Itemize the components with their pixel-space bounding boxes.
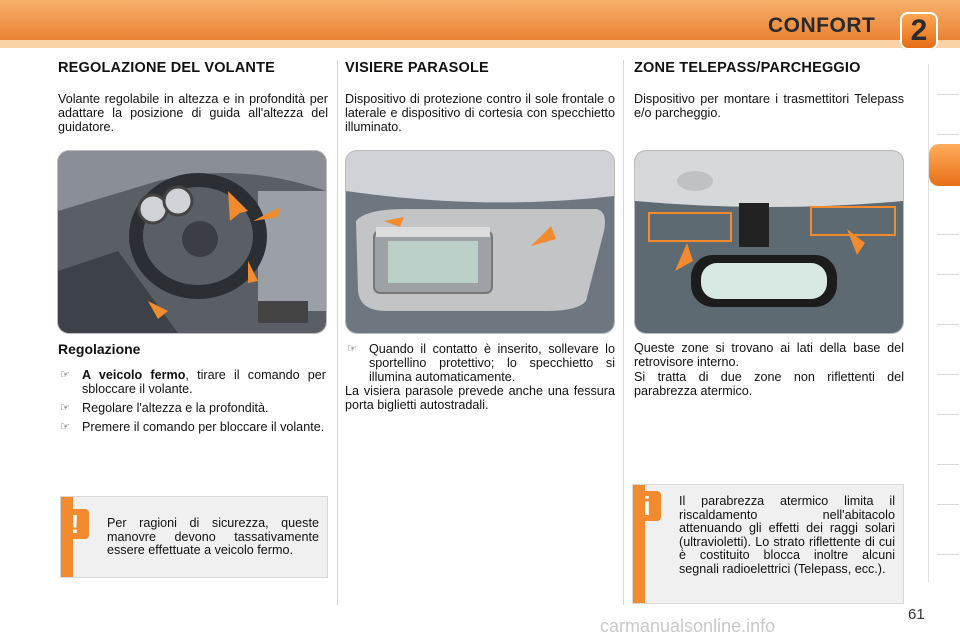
watermark: carmanualsonline.info [600,616,776,636]
telepass-location-text: Queste zone si trovano ai lati della base del retrovisore interno. [634,341,904,369]
column-steering-wheel [58,60,328,134]
header-band [0,40,960,48]
subheading-adjustment: Regolazione [58,341,141,357]
step-1 [58,368,326,396]
column-divider [337,60,338,605]
warning-text: Per ragioni di sicurezza, queste manovre devono tassativamente essere effettuate a veicolo fermo. [107,516,319,558]
chapter-tab[interactable] [937,374,959,375]
adjustment-steps [58,368,326,439]
step-1-bold: A veicolo fermo [82,368,186,382]
heading-telepass: ZONE TELEPASS/PARCHEGGIO [634,60,861,76]
telepass-zones-illustration [635,151,903,333]
step-1-text: , tirare il comando per sbloccare il volante. [82,368,326,396]
section-title: CONFORT [768,14,876,37]
step-2 [58,401,326,415]
page-number: 61 [908,606,925,623]
chapter-tab[interactable] [937,94,959,95]
step-3 [58,420,326,434]
pointing-hand-icon: ☞ [60,369,70,381]
chapter-tab[interactable] [937,274,959,275]
chapter-tab[interactable] [937,554,959,555]
chapter-tab[interactable] [937,234,959,235]
pointing-hand-icon: ☞ [60,402,70,414]
chapter-tab[interactable] [937,414,959,415]
exclamation-icon: ! [61,509,89,539]
heading-steering-wheel: REGOLAZIONE DEL VOLANTE [58,60,276,76]
chapter-tab[interactable] [937,134,959,135]
intro-telepass: Dispositivo per montare i trasmettitori Telepass e/o parcheggio. [634,92,904,120]
intro-sun-visor: Dispositivo di protezione contro il sole frontale o laterale e dispositivo di cortesia con specchietto illuminato. [345,92,615,134]
visor-step-1-text: Quando il contatto è inserito, sollevare lo sportellino protettivo; lo specchietto si illumina automaticamente. [369,342,615,384]
info-box [632,484,904,604]
column-divider [623,60,624,605]
steering-wheel-illustration [58,151,326,333]
visor-ticket-slot-text: La visiera parasole prevede anche una fessura porta biglietti autostradali. [345,384,615,412]
column-telepass [634,60,904,120]
pointing-hand-icon: ☞ [60,421,70,433]
step-2-text: Regolare l'altezza e la profondità. [82,401,269,415]
telepass-nonreflective-text: Si tratta di due zone non riflettenti del parabrezza atermico. [634,370,904,398]
intro-steering-wheel: Volante regolabile in altezza e in profondità per adattare la posizione di guida all'altezza del guidatore. [58,92,328,134]
chapter-tab[interactable] [937,324,959,325]
chapter-tab[interactable] [937,464,959,465]
chapter-tab-active[interactable] [929,144,960,186]
info-text: Il parabrezza atermico limita il riscaldamento nell'abitacolo attenuando gli effetti dei raggi solari (ultravioletti). Lo strato riflettente di cui è costituito blocca inoltre alcuni segnali radioelettrici (Telepass, ecc.). [679,494,895,576]
chapter-number: 2 [910,14,928,47]
chapter-badge [900,12,938,50]
visor-step-1 [345,342,615,384]
sun-visor-illustration [346,151,614,333]
steering-wheel-photo [57,150,327,334]
pointing-hand-icon: ☞ [347,343,357,355]
visor-steps [345,342,615,389]
sun-visor-photo [345,150,615,334]
chapter-tab[interactable] [937,504,959,505]
heading-sun-visor: VISIERE PARASOLE [345,60,489,76]
column-sun-visor [345,60,615,134]
warning-box [60,496,328,578]
step-3-text: Premere il comando per bloccare il volante. [82,420,325,434]
info-icon: i [633,491,661,521]
telepass-zones-photo [634,150,904,334]
chapter-tabs [928,64,960,582]
